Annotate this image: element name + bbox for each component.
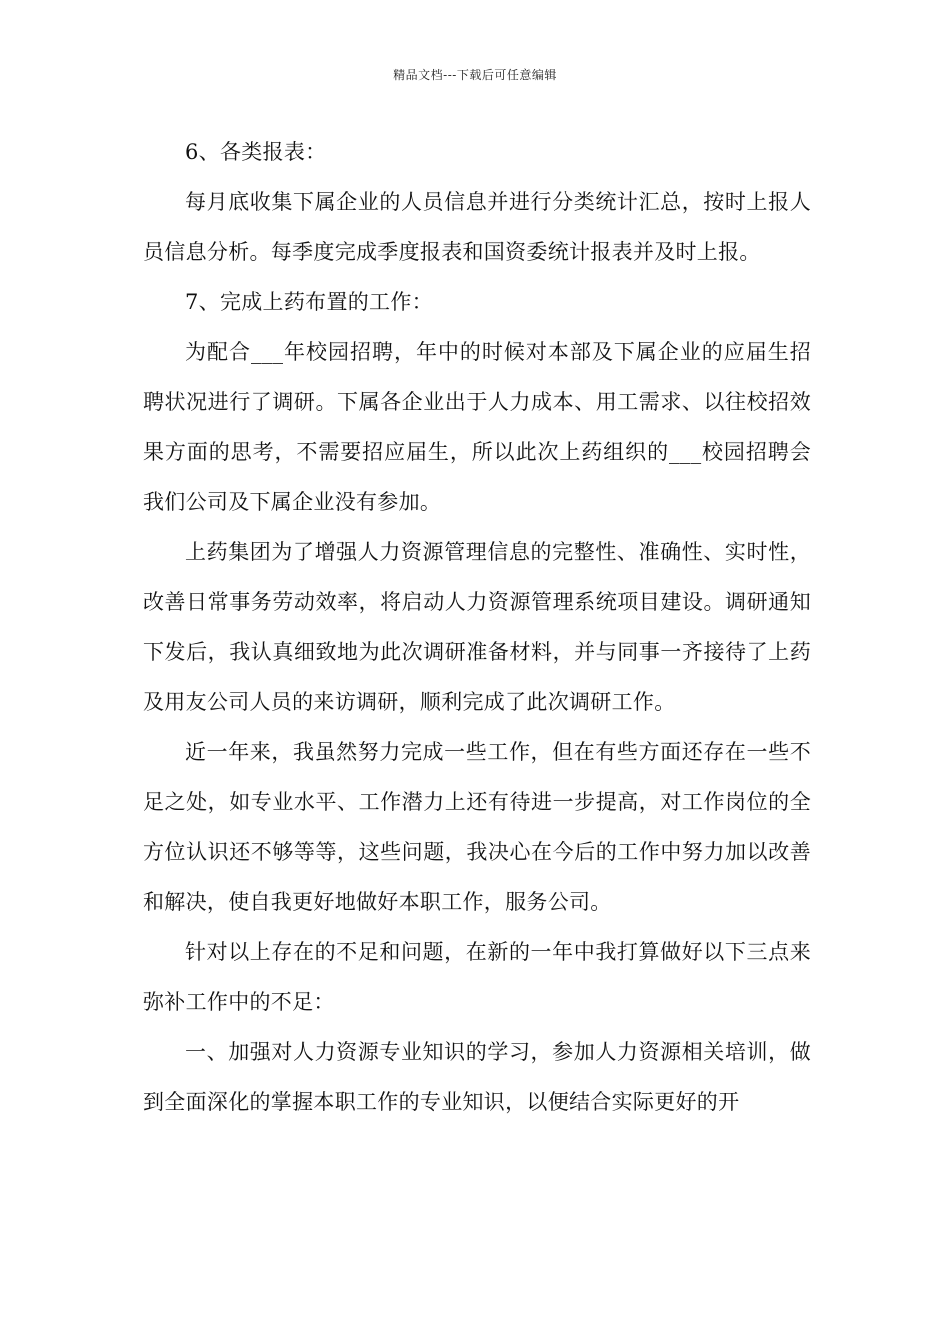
page-header: 精品文档---下载后可任意编辑 (393, 68, 557, 82)
paragraph-reports-body: 每月底收集下属企业的人员信息并进行分类统计汇总，按时上报人员信息分析。每季度完成季度报表和国资委统计报表并及时上报。 (143, 190, 811, 264)
paragraph-point-one: 一、加强对人力资源专业知识的学习，参加人力资源相关培训，做到全面深化的掌握本职工作的专业知识，以便结合实际更好的开 (143, 1040, 811, 1114)
paragraph-hr-system-project: 上药集团为了增强人力资源管理信息的完整性、准确性、实时性，改善日常事务劳动效率，将启动人力资源管理系统项目建设。调研通知下发后，我认真细致地为此次调研准备材料，并与同事一齐接待了上药及用友公司人员的来访调研，顺利完成了此次调研工作。 (143, 540, 811, 714)
paragraph-shortcomings: 近一年来，我虽然努力完成一些工作，但在有些方面还存在一些不足之处，如专业水平、工作潜力上还有待进一步提高，对工作岗位的全方位认识还不够等等，这些问题，我决心在今后的工作中努力加以改善和解决，使自我更好地做好本职工作，服务公司。 (143, 740, 811, 914)
document-body (143, 127, 811, 1127)
paragraph-assigned-work-heading: 7、完成上药布置的工作： (185, 290, 433, 314)
paragraph-reports-heading: 6、各类报表： (185, 140, 327, 164)
paragraph-campus-recruitment: 为配合___年校园招聘，年中的时候对本部及下属企业的应届生招聘状况进行了调研。下属各企业出于人力成本、用工需求、以往校招效果方面的思考，不需要招应届生，所以此次上药组织的___校园招聘会我们公司及下属企业没有参加。 (143, 340, 811, 514)
paragraph-improvement-plan: 针对以上存在的不足和问题，在新的一年中我打算做好以下三点来弥补工作中的不足： (143, 940, 811, 1014)
